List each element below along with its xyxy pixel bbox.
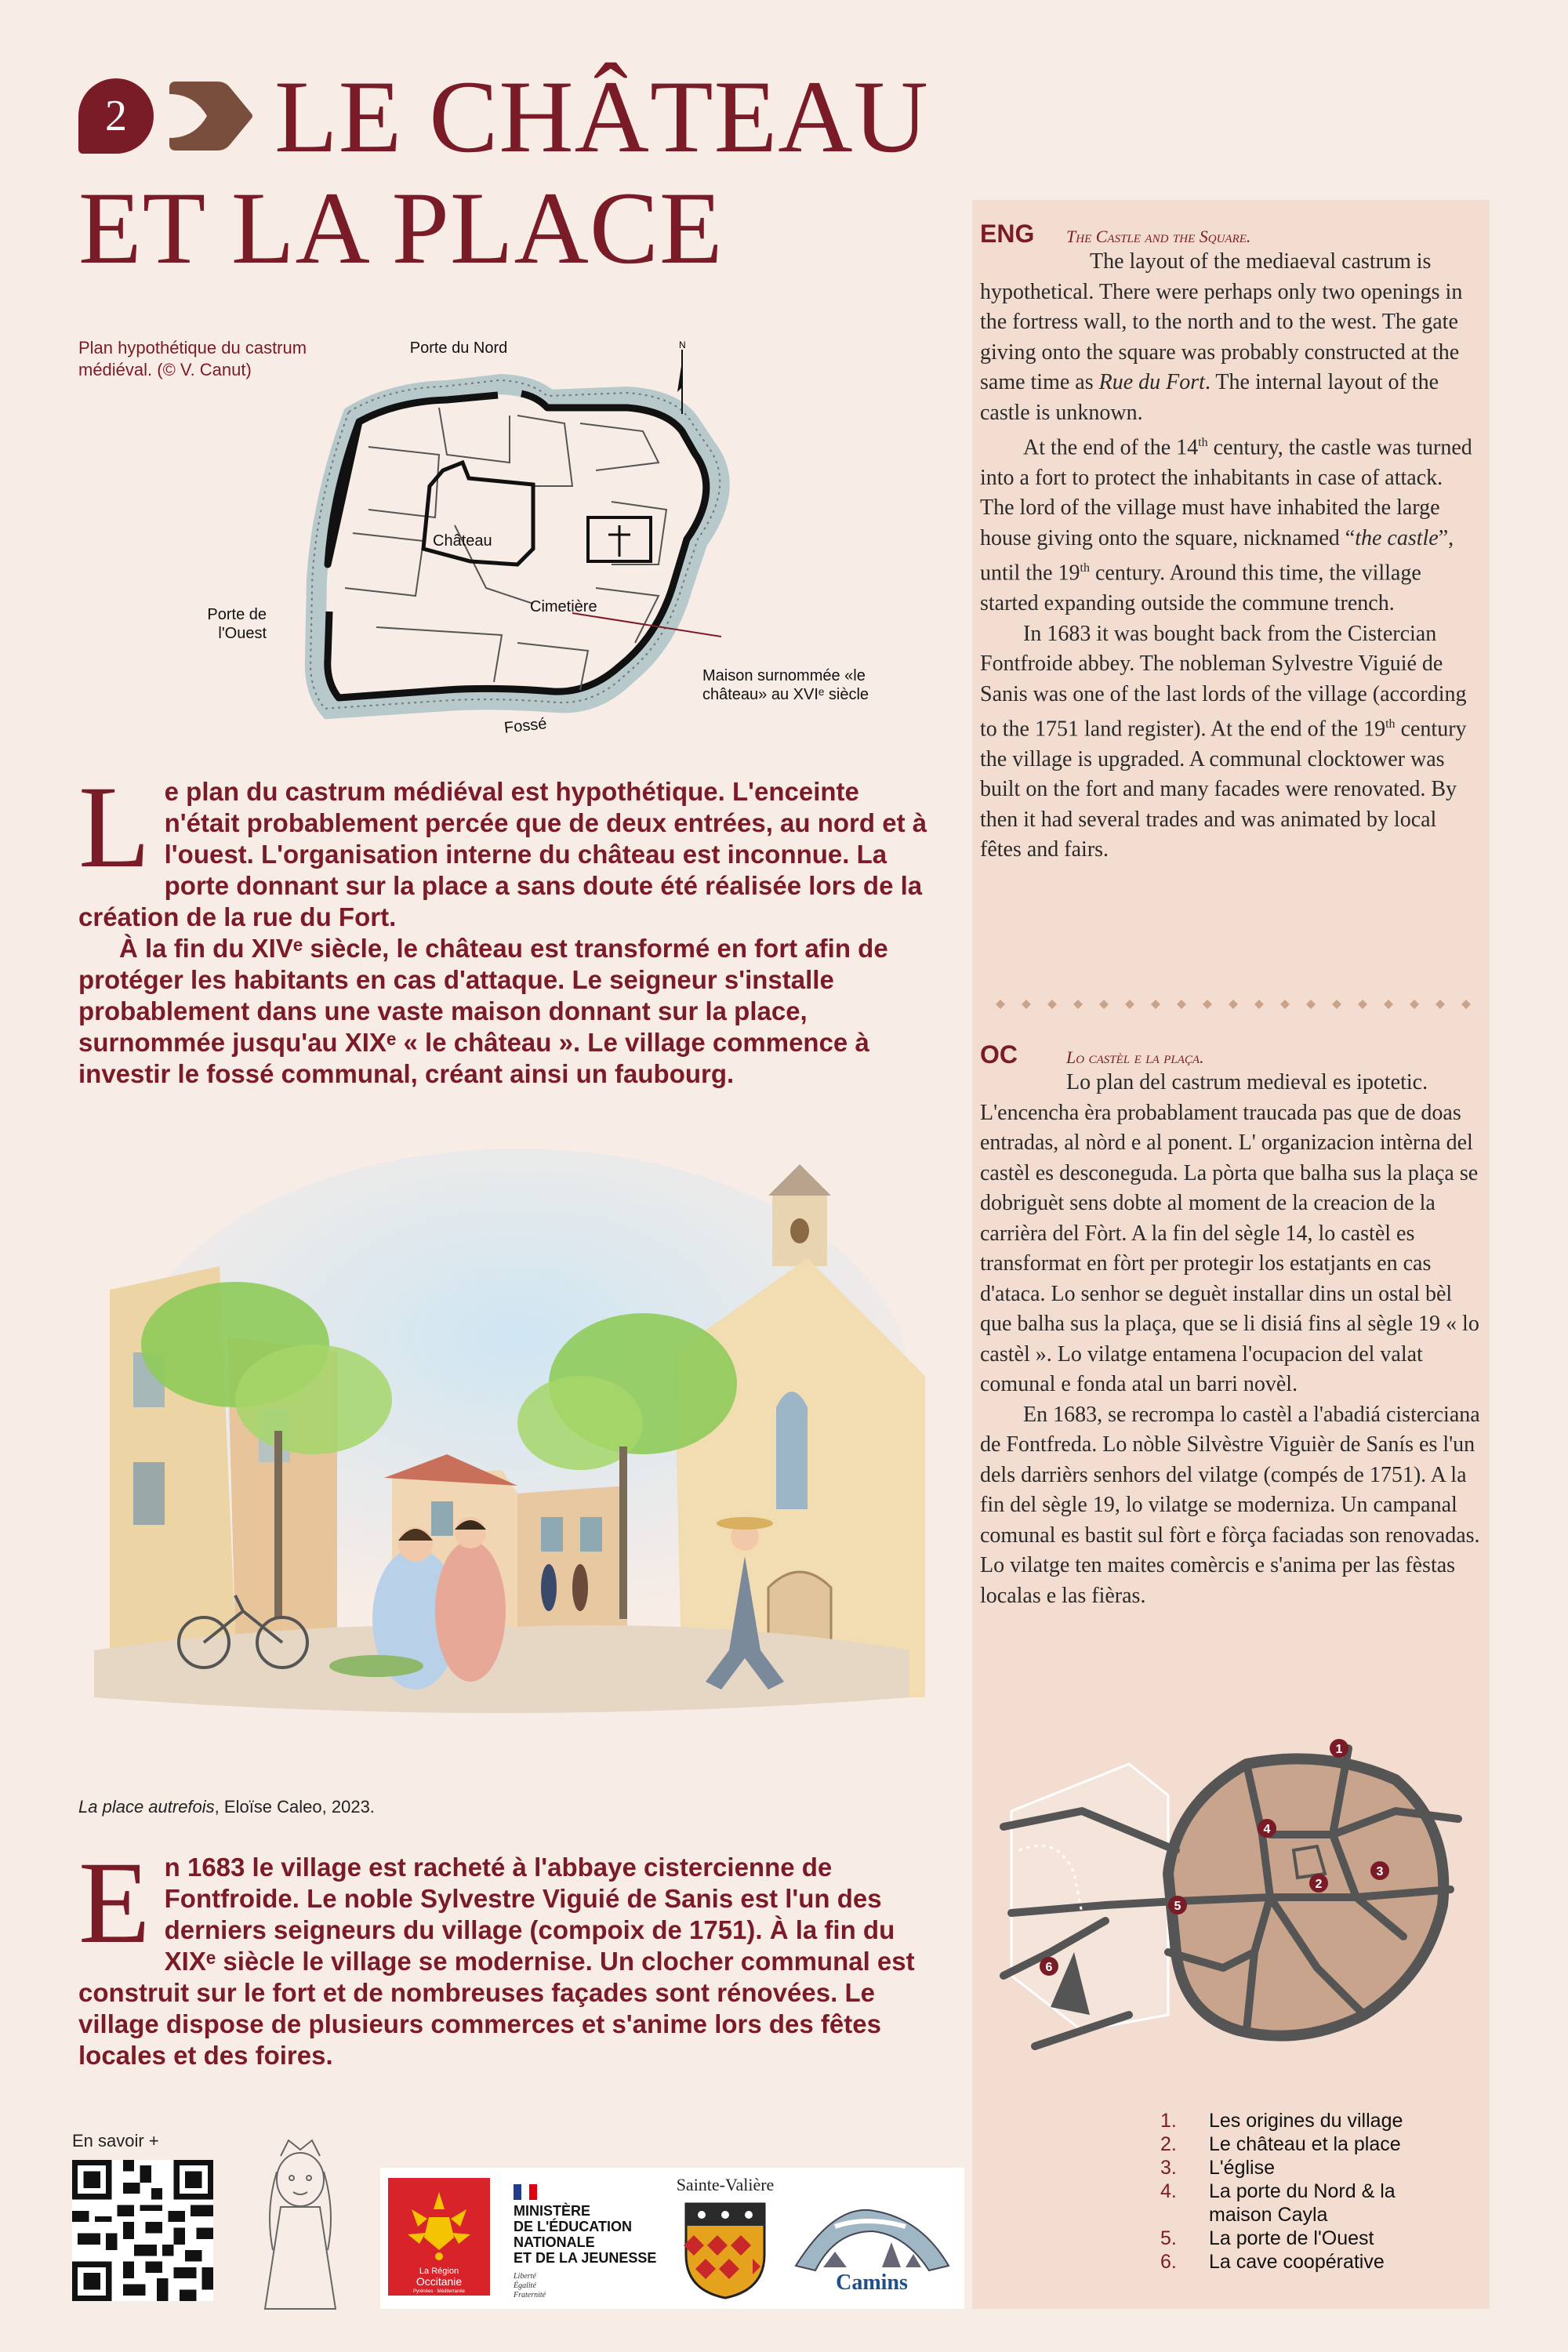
occitan-subtitle: Lo castèl e la plaça. [1066, 1047, 1204, 1067]
ministere-devise: Liberté Égalité Fraternité [514, 2272, 546, 2299]
french-paragraph-1: e plan du castrum médiéval est hypothétique. L'enceinte n'était probablement percée que de deux entrées, au nord et à l'ouest. L'organisation interne du château est inconnue. La porte donnant sur la place a sans doute été réalisée lors de la création de la rue du Fort. [78, 777, 927, 931]
map-legend [1160, 2109, 1490, 2274]
village-square-illustration [78, 1149, 925, 1752]
locator-marker-1: 1 [1335, 1743, 1343, 1756]
occitan-section [980, 1040, 1482, 1611]
locator-marker-5: 5 [1174, 1900, 1181, 1913]
english-tag: ENG [980, 220, 1035, 248]
english-section [980, 220, 1482, 866]
legend-item: 5. La porte de l'Ouest [1160, 2227, 1374, 2249]
illustration-caption-credit: , Eloïse Caleo, 2023. [214, 1797, 375, 1817]
qr-code[interactable] [72, 2160, 213, 2301]
french-text-block-2 [78, 1838, 933, 2071]
label-porte-ouest: Porte de l'Ouest [207, 606, 267, 642]
legend-item: 4. La porte du Nord & la maison Cayla [1160, 2180, 1396, 2226]
english-paragraph-2: At the end of the 14th century, the castle was turned into a fort to protect the inhabitants in case of attack. The lord of the village must have inhabited the large house giving onto the square, nicknamed “the castle”, until the 19th century. Around this time, the village started expanding outside the commune trench. [980, 435, 1472, 616]
label-chateau: Château [433, 532, 492, 550]
occitan-paragraph-1: Lo plan del castrum medieval es ipotetic. L'encencha èra probablament traucada pas que de doas entradas, al nòrd e al ponent. L' organizacion intèrna del castèl es desconeguda. La pòrta que balha sus la plaça se dobriguèt sens dobte al moment de la creacion de la carrièra del Fòrt. A la fin del sègle 14, lo castèl es transformat en fòrt per protegir los estatjants en cas d'ataca. Lo senhor se deguèt installar dins un ostal bèl que balha sus la plaça, que se li disiá fins al sègle 19 « lo castèl ». Lo vilatge entamena l'ocupacion del valat comunal e fonda atal un barri novèl. [980, 1070, 1479, 1396]
label-cimetiere: Cimetière [530, 598, 597, 615]
locator-marker-3: 3 [1376, 1865, 1384, 1878]
english-paragraph-3: In 1683 it was bought back from the Cistercian Fontfroide abbey. The nobleman Sylvestre Viguié de Sanis was one of the last lords of the village (according to the 1751 land register). At the end of the 19th century the village is upgraded. A communal clocktower was built on the fort and many facades were renovated. By then it had several trades and was animated by local fêtes and fairs. [980, 621, 1467, 862]
camins-label: Camins [836, 2270, 908, 2295]
locator-marker-4: 4 [1263, 1823, 1271, 1836]
legend-item: 1. Les origines du village [1160, 2110, 1403, 2132]
label-maison: Maison surnommée «le château» au XVIᵉ siècle [702, 667, 869, 703]
french-paragraph-3: n 1683 le village est racheté à l'abbaye cistercienne de Fontfroide. Le noble Sylvestre Viguié de Sanis est l'un des derniers seigneurs du village (compoix de 1751). À la fin du XIXᵉ siècle le village se modernise. Un clocher communal est construit sur le fort et de nombreuses façades sont rénovées. Le village dispose de plusieurs commerces et s'anime lors des fêtes locales et des foires. [78, 1853, 915, 2070]
legend-item: 6. La cave coopérative [1160, 2251, 1385, 2273]
french-paragraph-2: À la fin du XIVᵉ siècle, le château est transformé en fort afin de protéger les habitants en cas d'attaque. Le seigneur s'installe probablement dans une vaste maison donnant sur la place, surnommée jusqu'au XIXᵉ « le château ». Le village commence à investir le fossé communal, créant ainsi un faubourg. [78, 934, 888, 1088]
locator-marker-2: 2 [1315, 1878, 1323, 1891]
occitan-paragraph-2: En 1683, se recrompa lo castèl a l'abadiá cisterciana de Fontfreda. Lo nòble Silvèstre Viguièr de Sanís es l'un dels darrièrs senhors del vilatge (compés de 1751). A la fin del sègle 19, lo vilatge se moderniza. Un campanal comunal es bastit sul fòrt e fòrça faciadas son renovadas. Lo vilatge ten maites comèrcis e s'anima per las fèstas localas e las fièras. [980, 1402, 1480, 1608]
french-flag-icon [514, 2184, 537, 2200]
child-drawing-icon [234, 2132, 367, 2313]
map-caption: Plan hypothétique du castrum médiéval. (© V. Canut) [78, 338, 307, 379]
ministere-logo-text: MINISTÈRE DE L'ÉDUCATION NATIONALE ET DE LA JEUNESSE [514, 2203, 657, 2266]
dropcap-l: L [78, 762, 151, 892]
illustration-caption-title: La place autrefois [78, 1797, 215, 1817]
occitan-tag: OC [980, 1040, 1018, 1069]
sainte-valiere-label: Sainte-Valière [676, 2175, 775, 2194]
village-locator-map [988, 1717, 1482, 2070]
illustration-caption [78, 1797, 375, 1817]
locator-marker-6: 6 [1045, 1961, 1053, 1974]
legend-item: 2. Le château et la place [1160, 2133, 1401, 2155]
page-title [78, 61, 1098, 284]
french-text-block-1 [78, 762, 933, 1090]
learn-more-label: En savoir + [72, 2131, 159, 2151]
region-occitanie-logo [388, 2178, 490, 2296]
camins-logo [788, 2195, 956, 2297]
title-line-1: LE CHÂTEAU [274, 59, 929, 174]
legend-item: 3. L'église [1160, 2157, 1275, 2179]
label-porte-nord: Porte du Nord [409, 339, 508, 357]
region-line-3: Pyrénées · Méditerranée [412, 2289, 466, 2294]
english-subtitle: The Castle and the Square. [1066, 227, 1251, 246]
north-label: N [679, 339, 686, 350]
label-fosse: Fossé [503, 715, 548, 737]
sainte-valiere-coat-of-arms [682, 2200, 768, 2302]
decorative-divider [972, 994, 1490, 1014]
dropcap-e: E [78, 1838, 151, 1968]
english-paragraph-1: The layout of the mediaeval castrum is hypothetical. There were perhaps only two openings in the fortress wall, to the north and to the west. The gate giving onto the square was probably constructed at the same time as Rue du Fort. The internal layout of the castle is unknown. [980, 249, 1463, 425]
region-line-2: Occitanie [416, 2275, 463, 2288]
region-line-1: La Région [419, 2267, 459, 2276]
title-line-2: ET LA PLACE [78, 170, 724, 285]
section-number: 2 [105, 92, 127, 140]
